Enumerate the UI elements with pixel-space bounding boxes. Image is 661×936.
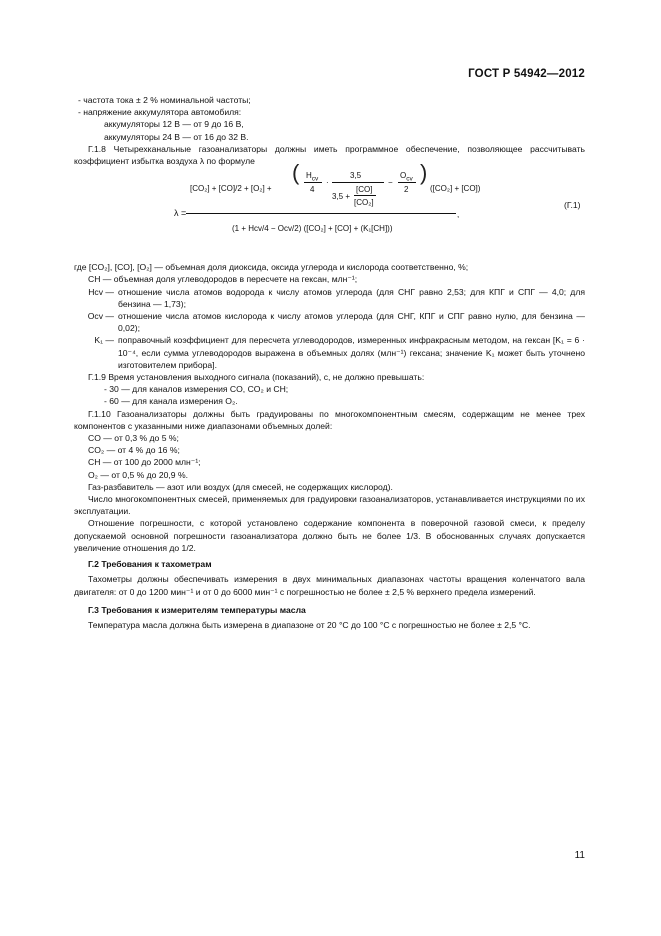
list-item: - 30 — для каналов измерения CO, CO₂ и CH; [104,384,289,395]
list-item: CO₂ — от 4 % до 16 %; [88,445,180,456]
clause-g110: Г.1.10 Газоанализаторы должны быть градуированы по многокомпонентным смесям, содержащим не менее трех компонентов с указанными ниже диапазонами объемных долей: [74,408,585,431]
frac-line [354,195,376,196]
list-item: - частота тока ± 2 % номинальной частоты; [78,95,251,105]
list-item: CH — от 100 до 2000 млн⁻¹; [88,457,201,468]
definition-ocv: Ocv — отношение числа атомов кислорода к числу атомов углерода (для СНГ, КПГ и СПГ равно нулю, для бензина — 0,02); [87,311,585,334]
clause-g19: Г.1.9 Время установления выходного сигнала (показаний), с, не должно превышать: [88,372,425,383]
frac-line [398,182,416,183]
list-item: - напряжение аккумулятора автомобиля: [78,107,242,118]
paragraph: Температура масла должна быть измерена в диапазоне от 20 °С до 100 °С с погрешностью не более ± 2,5 °С. [88,619,531,630]
frac-line [332,182,384,183]
definition-hcv: Hcv — отношение числа атомов водорода к числу атомов углерода (для СНГ равно 2,53; для КПГ и СПГ — 4,0; для бензина — 1,73); [88,286,585,309]
paragraph: Тахометры должны обеспечивать измерения в двух минимальных диапазонах частоты вращения коленчатого вала двигателя: от 0 до 1200 мин⁻¹ и от 0 до 6000 мин⁻¹ с погрешностью не более ± 2,5 % верхнего предела измерений. [74,574,585,597]
formula-denominator: (1 + Hcv/4 − Ocv/2) ([CO₂] + [CO] + (K₁[CH])) [232,224,393,234]
co-bracket: [CO] [356,185,373,195]
clause-g18: Г.1.8 Четырехканальные газоанализаторы должны иметь программное обеспечение, позволяющее рассчитывать коэффициент избытка воздуха λ по формуле [74,143,585,167]
formula-numerator-left: [CO₂] + [CO]/2 + [O₂] + [190,184,272,194]
denominator-35: 3,5 + [332,192,351,202]
denominator-two: 2 [404,185,409,195]
big-brace-left: ( [292,160,300,186]
paragraph: Отношение погрешности, с которой установлено содержание компонента в поверочной газовой смеси, к пределу допускаемой основной погрешности газоанализатора должно быть не более 1/3. В обоснованных случаях допускается увеличение отношения до 1/2. [74,518,585,553]
page-body [74,94,585,631]
paragraph: Газ-разбавитель — азот или воздух (для смесей, не содержащих кислород). [88,481,393,492]
list-item: O₂ — от 0,5 % до 20,9 %. [88,469,188,480]
hcv-symbol: $H_{cv}$ [306,171,319,183]
ocv-symbol: $O_{cv}$ [400,171,413,183]
definition-ch: СН — объемная доля углеводородов в пересчете на гексан, млн⁻¹; [88,274,358,285]
paragraph: Число многокомпонентных смесей, применяемых для градуировки газоанализаторов, устанавливается инструкциями по их эксплуатации. [74,494,585,517]
formula-comma: , [457,210,460,220]
numerator-35: 3,5 [350,171,362,181]
frac-line [304,182,322,183]
big-brace-right: ) [420,160,428,186]
minus-sign: − [388,178,393,188]
main-fraction-line [186,213,456,214]
definition-k1: K₁ — поправочный коэффициент для пересчета углеводородов, измеренных инфракрасным методом, на гексан [K₁ = 6 · 10⁻⁴, если сумма углеводородов выражена в объемных долях (млн⁻¹) гексана; значение K₁ может быть уточнено изготовителем прибора]. [94,335,585,370]
list-item: - 60 — для канала измерения O₂. [104,396,238,407]
lambda-symbol: λ = [174,208,187,219]
definition-where: где [CO₂], [CO], [O₂] — объемная доля диоксида, оксида углерода и кислорода соответственно, %; [74,262,469,273]
lambda-formula: [CO₂] + [CO]/2 + [O₂] + ( $H_{cv}$ 4 · 3,5 3,5 + [CO] [CO₂] − $O_{cv}$ 2 ) ([CO₂] + [CO]) λ = , (1 + Hcv/4 − Ocv/2) ([CO₂] + [CO] + (K₁[CH])) (Г.1) [74,167,585,261]
document-id: ГОСТ Р 54942—2012 [468,68,585,80]
list-item: CO — от 0,3 % до 5 %; [88,433,179,444]
list-item: аккумуляторы 12 В — от 9 до 16 В, [104,119,244,130]
page-number: 11 [574,850,585,861]
section-title-g3: Г.3 Требования к измерителям температуры масла [88,604,306,615]
co2-bracket: [CO₂] [354,198,374,208]
section-title-g2: Г.2 Требования к тахометрам [88,559,212,570]
formula-number: (Г.1) [564,200,581,211]
list-item: аккумуляторы 24 В — от 16 до 32 В. [104,131,249,142]
denominator-four: 4 [310,185,315,195]
formula-numerator-right: ([CO₂] + [CO]) [430,184,481,194]
